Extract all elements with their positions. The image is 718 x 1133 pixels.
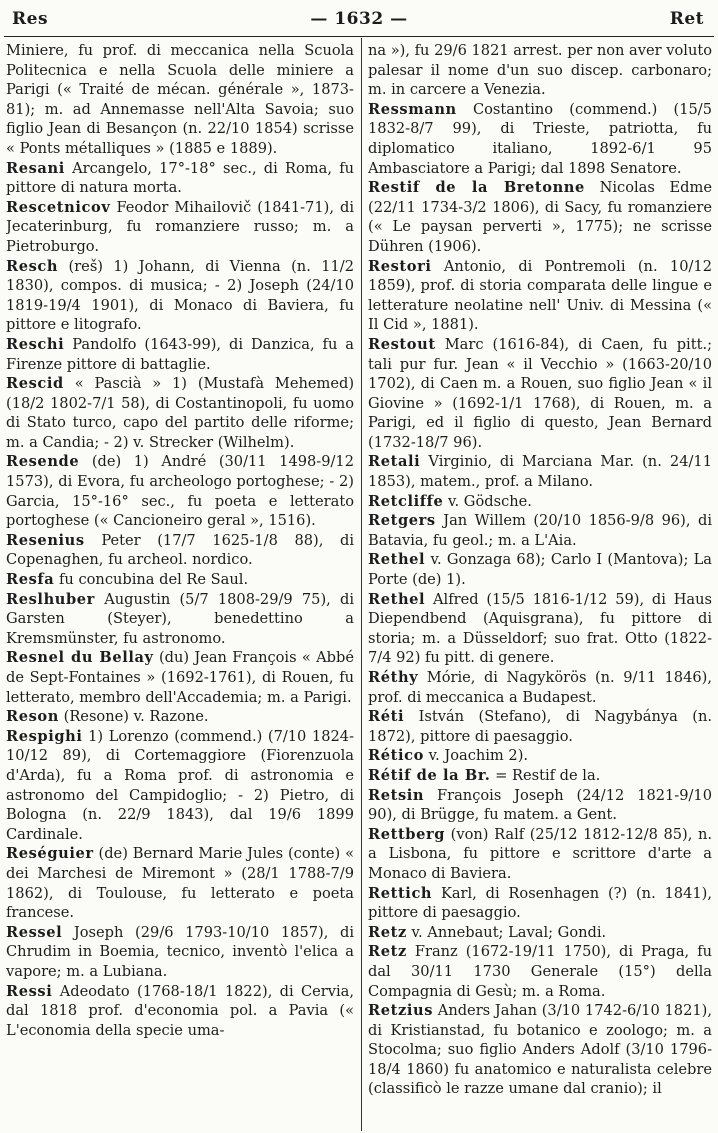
entry-headword: Resfa — [6, 571, 55, 589]
dictionary-entry — [368, 590, 712, 668]
entry-text: (Resone) v. Razone. — [63, 708, 209, 726]
dictionary-entry — [368, 550, 712, 589]
dictionary-entry — [6, 531, 354, 570]
dictionary-entry — [6, 648, 354, 707]
entry-headword: Ressi — [6, 982, 53, 1000]
entry-headword: Resnel du Bellay — [6, 649, 154, 667]
entry-headword: Retgers — [368, 512, 436, 530]
entry-text: Karl, di Rosenhagen (?) (n. 1841), pittore di paesaggio. — [368, 884, 712, 922]
dictionary-entry — [6, 590, 354, 649]
dictionary-entry — [6, 982, 354, 1041]
entry-headword: Retz — [368, 943, 407, 961]
entry-text: v. Joachim 2). — [428, 747, 529, 765]
entry-text: (reš) 1) Johann, di Vienna (n. 11/2 1830), compos. di musica; - 2) Joseph (24/10 1819-19/4 1901), di Monaco di Baviera, fu pittore e litografo. — [6, 257, 354, 334]
right-column — [368, 41, 712, 1129]
entry-headword: Rético — [368, 747, 424, 765]
dictionary-entry — [368, 884, 712, 923]
dictionary-entry — [368, 41, 712, 100]
dictionary-entry — [6, 41, 354, 159]
dictionary-entry — [368, 668, 712, 707]
dictionary-entry — [368, 511, 712, 550]
left-column — [6, 41, 354, 1129]
entry-headword: Respighi — [6, 727, 83, 745]
dictionary-entry — [6, 727, 354, 845]
entry-headword: Resani — [6, 159, 65, 177]
entry-headword: Restori — [368, 257, 432, 275]
dictionary-entry — [368, 707, 712, 746]
entry-headword: Retali — [368, 453, 421, 471]
entry-text: fu concubina del Re Saul. — [59, 571, 249, 589]
dictionary-entry — [6, 844, 354, 922]
entry-headword: Rétif de la Br. — [368, 766, 491, 784]
entry-headword: Restif de la Bretonne — [368, 179, 585, 197]
entry-headword: Réti — [368, 708, 405, 726]
dictionary-entry — [6, 335, 354, 374]
entry-text: Peter (17/7 1625-1/8 88), di Copenaghen, fu archeol. nordico. — [6, 531, 354, 569]
entry-text: Jan Willem (20/10 1856-9/8 96), di Batavia, fu geol.; m. a L'Aia. — [368, 512, 712, 549]
entry-text: Marc (1616-84), di Caen, fu pitt.; tali pur fur. Jean « il Vecchio » (1663-20/10 1702), di Caen m. a Rouen, suo figlio Jean « il Giovine » (1692-1/1 1768), di Rouen, m. a Parigi, ed il figlio di questo, Jean Bernard (1732-18/7 96). — [368, 335, 712, 451]
entry-text: Pandolfo (1643-99), di Danzica, fu a Firenze pittore di battaglie. — [6, 335, 354, 373]
dictionary-entry — [6, 198, 354, 257]
entry-headword: Rethel — [368, 551, 426, 569]
dictionary-entry — [368, 746, 712, 766]
dictionary-entry — [368, 100, 712, 178]
dictionary-entry — [6, 707, 354, 727]
entry-text: Arcangelo, 17°-18° sec., di Roma, fu pittore di natura morta. — [6, 159, 354, 197]
entry-text: (de) 1) André (30/11 1498-9/12 1573), di Evora, fu archeologo portoghese; - 2) Garcia, 15°-16° sec., fu poeta e letterato portoghese (« Cancioneiro geral », 1516). — [6, 453, 354, 530]
entry-headword: Reson — [6, 708, 59, 726]
entry-text: (de) Bernard Marie Jules (conte) « dei Marchesi de Miremont » (28/1 1788-7/9 1862), di Toulouse, fu letterato e poeta francese. — [6, 845, 354, 922]
entry-text: François Joseph (24/12 1821-9/10 90), di Brügge, fu matem. a Gent. — [368, 786, 712, 824]
page-number: — 1632 — — [310, 9, 408, 29]
entry-text: Feodor Mihailovič (1841-71), di Jecaterinburg, fu romanziere russo; m. a Pietroburgo. — [6, 198, 354, 255]
page-header — [0, 0, 718, 34]
dictionary-entry — [368, 452, 712, 491]
dictionary-entry — [368, 786, 712, 825]
dictionary-entry — [6, 452, 354, 530]
entry-text: v. Annebaut; Laval; Gondi. — [411, 923, 607, 941]
dictionary-entry — [6, 570, 354, 590]
entry-headword: Resende — [6, 453, 80, 471]
entry-headword: Rettberg — [368, 825, 446, 843]
entry-text: v. Gödsche. — [448, 492, 532, 510]
entry-headword: Retz — [368, 923, 407, 941]
dictionary-entry — [368, 923, 712, 943]
entry-headword: Retzius — [368, 1002, 434, 1020]
entry-headword: Rethel — [368, 590, 426, 608]
dictionary-entry — [368, 335, 712, 453]
entry-text: v. Gonzaga 68); Carlo I (Mantova); La Porte (de) 1). — [368, 551, 712, 589]
entry-text: Adeodato (1768-18/1 1822), di Cervia, dal 1818 prof. d'economia pol. a Pavia (« L'economia della specie uma- — [6, 982, 354, 1039]
entry-text: = Restif de la. — [495, 766, 601, 784]
dictionary-entry — [368, 766, 712, 786]
entry-headword: Ressmann — [368, 100, 457, 118]
entry-text: 1) Lorenzo (commend.) (7/10 1824-10/12 89), di Cortemaggiore (Fiorenzuola d'Arda), fu a Roma prof. di astronomia e astronomo del Campidoglio; - 2) Pietro, di Bologna (n. 22/9 1843), dal 19/6 1899 Cardinale. — [6, 727, 354, 843]
entry-headword: Restout — [368, 335, 436, 353]
entry-text: Anders Jahan (3/10 1742-6/10 1821), di Kristianstad, fu botanico e zoologo; m. a Stocolma; suo figlio Anders Adolf (3/10 1796-18/4 1860) fu anatomico e naturalista celebre (classificò le razze umane dal cranio); il — [368, 1002, 712, 1098]
dictionary-entry — [6, 923, 354, 982]
entry-text: Mórie, di Nagykörös (n. 9/11 1846), prof. di meccanica a Budapest. — [368, 669, 712, 706]
entry-text: Virginio, di Marciana Mar. (n. 24/11 1853), matem., prof. a Milano. — [368, 453, 712, 491]
column-divider — [361, 38, 362, 1131]
entry-headword: Retcliffe — [368, 492, 444, 510]
header-left-guideword: Res — [12, 9, 49, 29]
dictionary-entry — [368, 1001, 712, 1099]
dictionary-entry — [6, 159, 354, 198]
entry-text: István (Stefano), di Nagybánya (n. 1872), pittore di paesaggio. — [368, 708, 712, 745]
entry-text: « Pascià » 1) (Mustafà Mehemed) (18/2 1802-7/1 58), di Costantinopoli, fu uomo di Stato turco, capo del partito delle riforme; m. a Candia; - 2) v. Strecker (Wilhelm). — [6, 375, 354, 451]
header-right-guideword: Ret — [669, 9, 704, 29]
entry-text: na »), fu 29/6 1821 arrest. per non aver voluto palesar il nome d'un suo discep. carbonaro; m. in carcere a Venezia. — [368, 42, 712, 99]
entry-headword: Réthy — [368, 669, 419, 686]
dictionary-entry — [6, 374, 354, 452]
entry-text: Franz (1672-19/11 1750), di Praga, fu dal 30/11 1730 Generale (15°) della Compagnia di Gesù; m. a Roma. — [368, 943, 712, 1000]
dictionary-entry — [368, 492, 712, 512]
entry-text: Nicolas Edme (22/11 1734-3/2 1806), di Sacy, fu romanziere (« Le paysan perverti », 1775); ne scrisse Dühren (1906). — [368, 179, 712, 255]
entry-headword: Retsin — [368, 786, 425, 804]
entry-text: Joseph (29/6 1793-10/10 1857), di Chrudim in Boemia, tecnico, inventò l'elica a vapore; m. a Lubiana. — [6, 923, 354, 980]
entry-headword: Rescetnicov — [6, 198, 111, 216]
entry-text: Costantino (commend.) (15/5 1832-8/7 99), di Trieste, patriotta, fu diplomatico italiano, 1892-6/1 95 Ambasciatore a Parigi; dal 1898 Senatore. — [368, 100, 712, 177]
entry-text: Augustin (5/7 1808-29/9 75), di Garsten (Steyer), benedettino a Kremsmünster, fu astronomo. — [6, 590, 354, 647]
dictionary-entry — [6, 257, 354, 335]
entry-headword: Resenius — [6, 531, 85, 549]
dictionary-entry — [368, 942, 712, 1001]
entry-headword: Reséguier — [6, 845, 94, 863]
entry-text: Miniere, fu prof. di meccanica nella Scuola Politecnica e nella Scuola delle miniere a Parigi (« Traité de mécan. générale », 1873-81); m. ad Annemasse nell'Alta Savoia; suo figlio Jean di Besançon (n. 22/10 1854) scrisse « Ponts métalliques » (1885 e 1889). — [6, 42, 354, 157]
entry-text: (du) Jean François « Abbé de Sept-Fontaines » (1692-1761), di Rouen, fu letterato, membro dell'Accademia; m. a Parigi. — [6, 649, 354, 706]
dictionary-entry — [368, 825, 712, 884]
dictionary-entry — [368, 257, 712, 335]
entry-headword: Reslhuber — [6, 590, 95, 608]
entry-headword: Resch — [6, 257, 59, 275]
entry-text: Antonio, di Pontremoli (n. 10/12 1859), prof. di storia comparata delle lingue e letterature neolatine nell' Univ. di Messina (« Il Cid », 1881). — [368, 257, 712, 334]
entry-headword: Ressel — [6, 923, 63, 941]
entry-headword: Rettich — [368, 884, 433, 902]
entry-text: Alfred (15/5 1816-1/12 59), di Haus Diependbend (Aquisgrana), fu pittore di storia; m. a Düsseldorf; suo frat. Otto (1822-7/4 92) fu pitt. di genere. — [368, 590, 712, 667]
entry-text: (von) Ralf (25/12 1812-12/8 85), n. a Lisbona, fu pittore e scrittore d'arte a Monaco di Baviera. — [368, 825, 712, 882]
dictionary-entry — [368, 178, 712, 256]
entry-headword: Rescid — [6, 375, 64, 393]
header-rule — [4, 36, 714, 37]
entry-headword: Reschi — [6, 335, 65, 353]
